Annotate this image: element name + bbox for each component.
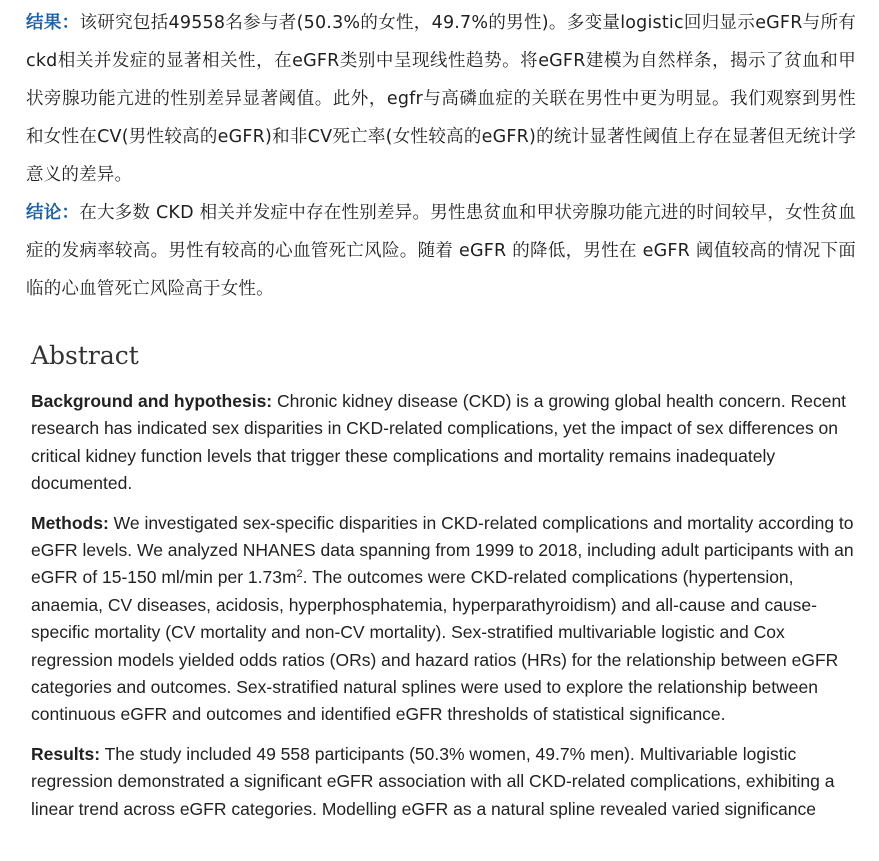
chinese-conclusion-text: 在大多数 CKD 相关并发症中存在性别差异。男性患贫血和甲状旁腺功能亢进的时间较早，女性贫血症的发病率较高。男性有较高的心血管死亡风险。随着 eGFR 的降低，男性在 eGFR 阈值较高的情况下面临的心血管死亡风险高于女性。 bbox=[26, 203, 856, 299]
results-paragraph bbox=[31, 741, 855, 823]
methods-text-b: . The outcomes were CKD-related complications (hypertension, anaemia, CV diseases, acidosis, hyperphosphatemia, hyperparathyroidism) and all-cause and cause-specific mortality (CV mortality and non-CV mortality). Sex-stratified multivariable logistic and Cox regression models yielded odds ratios (ORs) and hazard ratios (HRs) for the relationship between eGFR categories and outcomes. Sex-stratified natural splines were used to explore the relationship between continuous eGFR and outcomes and identified eGFR thresholds of statistical significance. bbox=[31, 567, 839, 725]
chinese-conclusion-paragraph bbox=[26, 194, 856, 308]
methods-text-a: We investigated sex-specific disparities in CKD-related complications and mortality according to eGFR levels. We analyzed NHANES data spanning from 1999 to 2018, including adult participants with an eGFR of 15-150 ml/min per 1.73m bbox=[31, 512, 854, 588]
background-paragraph bbox=[31, 388, 855, 498]
methods-superscript: 2 bbox=[296, 568, 303, 581]
abstract-heading: Abstract bbox=[31, 341, 139, 370]
chinese-summary bbox=[26, 4, 856, 308]
chinese-conclusion-label: 结论： bbox=[26, 203, 80, 223]
abstract-section bbox=[31, 338, 855, 835]
background-label: Background and hypothesis: bbox=[31, 391, 273, 411]
results-text: The study included 49 558 participants (50.3% women, 49.7% men). Multivariable logistic regression demonstrated a significant eGFR association with all CKD-related complications, exhibiting a linear trend across eGFR categories. Modelling eGFR as a natural spline revealed varied significance bbox=[31, 743, 835, 819]
chinese-results-paragraph bbox=[26, 4, 856, 194]
methods-label: Methods: bbox=[31, 512, 109, 533]
results-label: Results: bbox=[31, 743, 101, 764]
background-text: Chronic kidney disease (CKD) is a growing global health concern. Recent research has indicated sex disparities in CKD-related complications, yet the impact of sex differences on critical kidney function levels that trigger these complications and mortality remains inadequately documented. bbox=[31, 391, 847, 494]
chinese-results-label: 结果： bbox=[26, 13, 80, 33]
chinese-results-text: 该研究包括49558名参与者(50.3%的女性，49.7%的男性)。多变量logistic回归显示eGFR与所有ckd相关并发症的显著相关性，在eGFR类别中呈现线性趋势。将eGFR建模为自然样条，揭示了贫血和甲状旁腺功能亢进的性别差异显著阈值。此外，egfr与高磷血症的关联在男性中更为明显。我们观察到男性和女性在CV(男性较高的eGFR)和非CV死亡率(女性较高的eGFR)的统计显著性阈值上存在显著但无统计学意义的差异。 bbox=[26, 13, 857, 185]
methods-paragraph bbox=[31, 510, 855, 729]
